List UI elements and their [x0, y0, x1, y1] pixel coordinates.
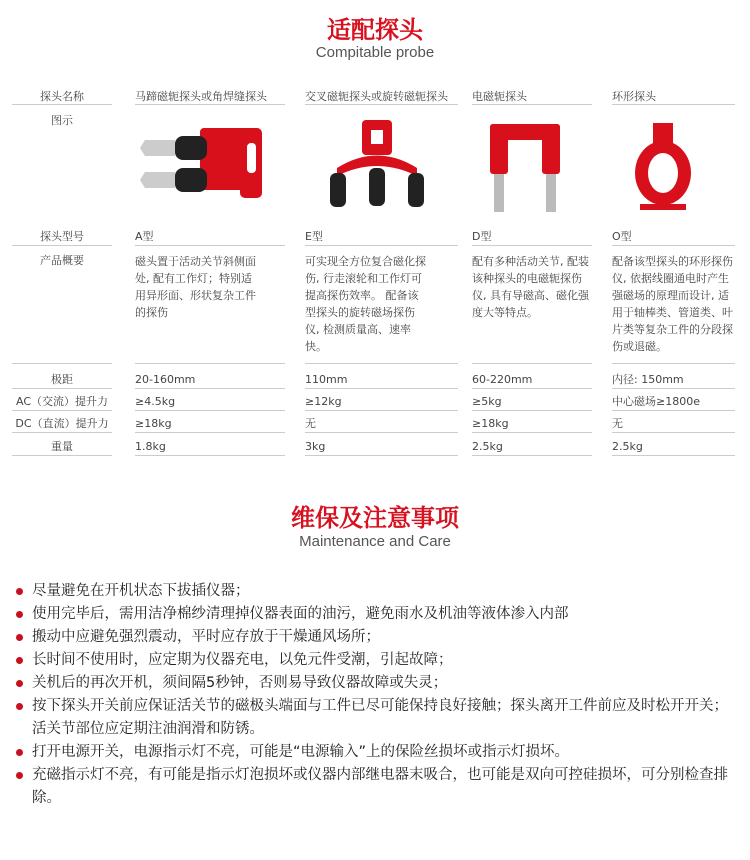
list-item: 尽量避免在开机状态下拔插仪器；: [14, 580, 739, 603]
cell-pole: 60-220mm: [472, 373, 533, 386]
row-divider: [305, 245, 458, 246]
row-label: 探头名称: [40, 90, 84, 103]
cell-model: O型: [612, 230, 632, 243]
list-item: 关机后的再次开机，须间隔5秒钟，否则易导致仪器故障或失灵；: [14, 672, 739, 695]
cell-summary: 磁头置于活动关节斜侧面处, 配有工作灯；特别适用异形面、形状复杂工件的探伤: [135, 255, 256, 319]
cell-name: 电磁轭探头: [472, 90, 527, 103]
row-divider: [612, 363, 735, 364]
row-divider: [472, 455, 592, 456]
list-item: 使用完毕后，需用洁净棉纱清理掉仪器表面的油污，避免雨水及机油等液体渗入内部: [14, 603, 739, 626]
row-divider: [472, 410, 592, 411]
row-divider: [135, 388, 285, 389]
row-divider: [12, 388, 112, 389]
row-divider: [305, 104, 458, 105]
row-divider: [612, 455, 735, 456]
row-divider: [135, 410, 285, 411]
cell-summary: 配备该型探头的环形探伤仪, 依据线圈通电时产生强磁场的原理而设计, 适用于轴棒类、管道类、叶片类等复杂工件的分段探伤或退磁。: [612, 255, 733, 353]
cell-ac: ≥5kg: [472, 395, 502, 408]
row-label: 探头型号: [40, 230, 84, 243]
cell-weight: 1.8kg: [135, 440, 166, 453]
section-subtitle: Maintenance and Care: [299, 533, 451, 550]
row-divider: [472, 104, 592, 105]
cell-summary: 可实现全方位复合磁化探伤, 行走滚轮和工作灯可提高探伤效率。 配备该型探头的旋转磁场探伤仪, 检测质量高、速率快。: [305, 255, 426, 353]
cell-pole: 110mm: [305, 373, 348, 386]
cell-dc: 无: [305, 417, 316, 430]
cell-model: D型: [472, 230, 492, 243]
cell-dc: ≥18kg: [135, 417, 172, 430]
cell-summary: 配有多种活动关节, 配装该种探头的电磁轭探伤仪, 具有导磁高、磁化强度大等特点。: [472, 255, 589, 319]
cell-name: 环形探头: [612, 90, 656, 103]
list-item: 搬动中应避免强烈震动，平时应存放于干燥通风场所；: [14, 626, 739, 649]
bullet-icon: [16, 611, 23, 618]
row-divider: [12, 410, 112, 411]
row-divider: [472, 363, 592, 364]
row-divider: [12, 455, 112, 456]
bullet-icon: [16, 772, 23, 779]
row-label: AC（交流）提升力: [15, 395, 108, 408]
row-divider: [135, 363, 285, 364]
cell-dc: ≥18kg: [472, 417, 509, 430]
row-divider: [472, 388, 592, 389]
cell-name: 马蹄磁轭探头或角焊缝探头: [135, 90, 267, 103]
list-item: 充磁指示灯不亮，有可能是指示灯泡损坏或仪器内部继电器末吸合，也可能是双向可控硅损坏，可分别检查排除。: [14, 764, 739, 810]
row-label: 产品概要: [40, 254, 84, 267]
bullet-icon: [16, 634, 23, 641]
section-title: 适配探头: [327, 16, 423, 44]
row-divider: [612, 104, 735, 105]
row-divider: [135, 432, 285, 433]
row-divider: [12, 104, 112, 105]
cell-weight: 2.5kg: [612, 440, 643, 453]
row-divider: [12, 245, 112, 246]
cell-name: 交叉磁轭探头或旋转磁轭探头: [305, 90, 448, 103]
row-label: DC（直流）提升力: [15, 417, 109, 430]
row-label: 极距: [51, 373, 73, 386]
probe-e-image: [322, 118, 432, 218]
bullet-icon: [16, 749, 23, 756]
cell-pole: 20-160mm: [135, 373, 196, 386]
list-item: 打开电源开关，电源指示灯不亮，可能是“电源输入”上的保险丝损坏或指示灯损坏。: [14, 741, 739, 764]
row-divider: [472, 245, 592, 246]
cell-model: A型: [135, 230, 154, 243]
probe-a-image: [140, 118, 270, 208]
row-divider: [305, 432, 458, 433]
row-label: 重量: [51, 440, 73, 453]
section-title: 维保及注意事项: [291, 504, 459, 532]
row-divider: [135, 455, 285, 456]
cell-weight: 3kg: [305, 440, 326, 453]
row-divider: [612, 245, 735, 246]
row-divider: [12, 363, 112, 364]
row-divider: [135, 104, 285, 105]
row-divider: [612, 410, 735, 411]
row-divider: [135, 245, 285, 246]
cell-ac: ≥12kg: [305, 395, 342, 408]
row-divider: [472, 432, 592, 433]
list-item: 长时间不使用时，应定期为仪器充电，以免元件受潮，引起故障；: [14, 649, 739, 672]
probe-d-image: [480, 118, 570, 218]
cell-ac: ≥4.5kg: [135, 395, 176, 408]
cell-pole: 内径: 150mm: [612, 373, 684, 386]
cell-weight: 2.5kg: [472, 440, 503, 453]
list-item: 按下探头开关前应保证活关节的磁极头端面与工件已尽可能保持良好接触；探头离开工件前应及时松开开关；活关节部位应定期注油润滑和防锈。: [14, 695, 739, 741]
bullet-icon: [16, 657, 23, 664]
probe-o-image: [628, 118, 698, 218]
row-divider: [305, 363, 458, 364]
section-subtitle: Compitable probe: [315, 44, 435, 61]
row-divider: [612, 388, 735, 389]
row-divider: [12, 432, 112, 433]
row-label: 图示: [51, 114, 73, 127]
row-divider: [305, 455, 458, 456]
cell-ac: 中心磁场≥1800e: [612, 395, 700, 408]
row-divider: [305, 410, 458, 411]
cell-model: E型: [305, 230, 323, 243]
bullet-icon: [16, 703, 23, 710]
row-divider: [612, 432, 735, 433]
bullet-icon: [16, 680, 23, 687]
bullet-icon: [16, 588, 23, 595]
cell-dc: 无: [612, 417, 623, 430]
row-divider: [305, 388, 458, 389]
care-list: [14, 580, 739, 810]
